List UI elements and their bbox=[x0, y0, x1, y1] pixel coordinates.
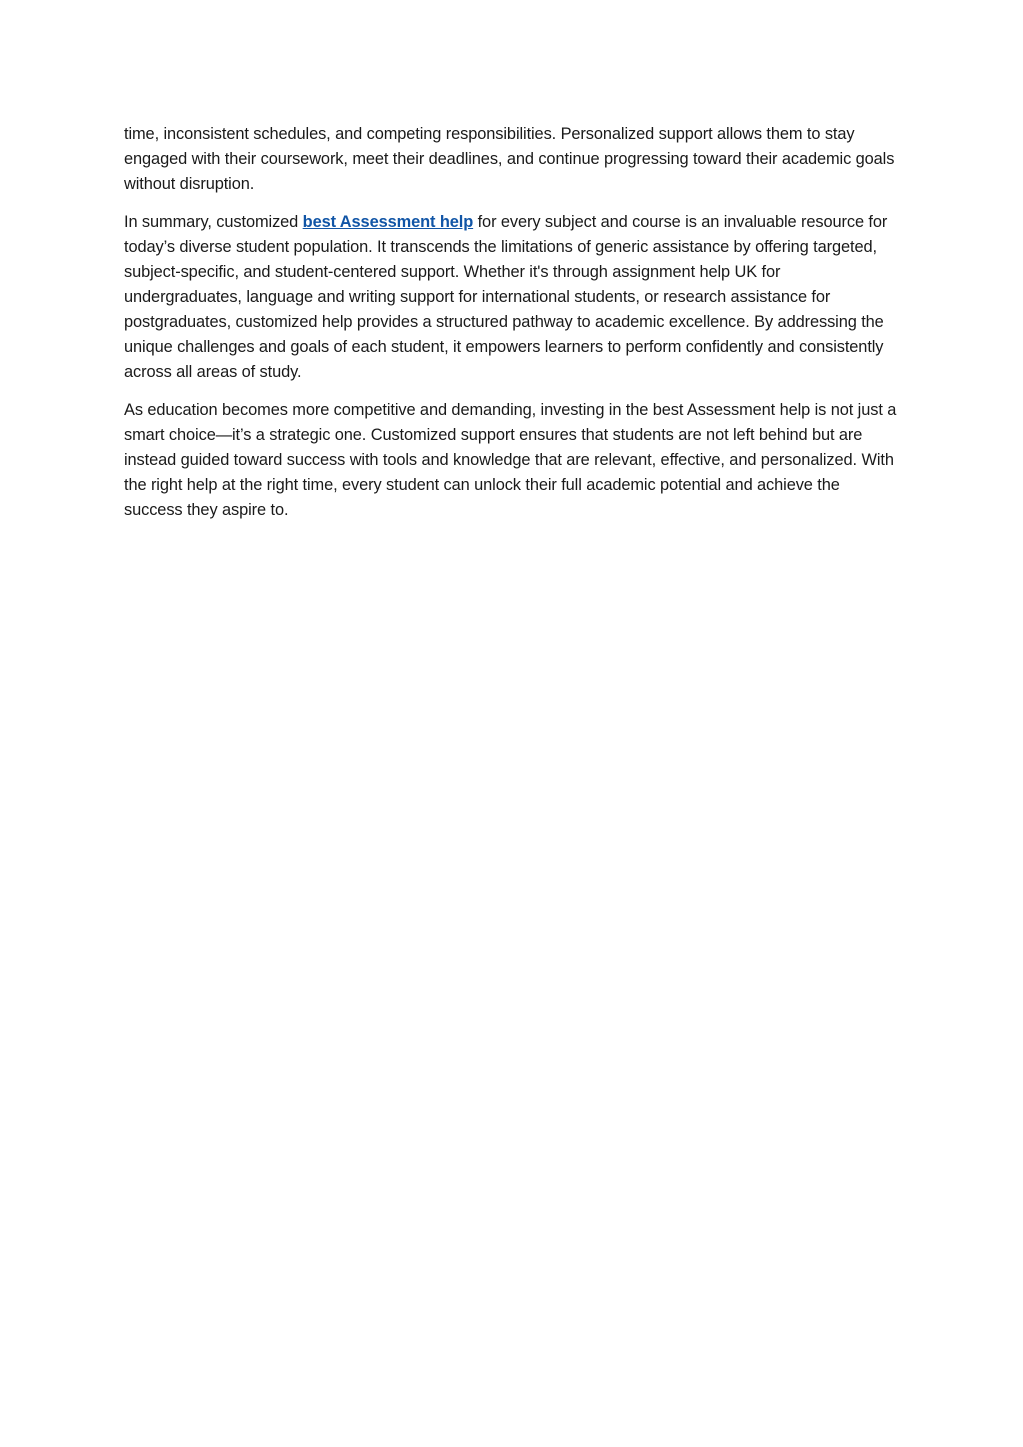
paragraph-2 bbox=[124, 210, 900, 385]
document-body bbox=[124, 122, 900, 536]
paragraph-3: As education becomes more competitive and demanding, investing in the best Assessment help is not just a smart choice—it’s a strategic one. Customized support ensures that students are not left behind but are instead guided toward success with tools and knowledge that are relevant, effective, and personalized. With the right help at the right time, every student can unlock their full academic potential and achieve the success they aspire to. bbox=[124, 401, 897, 519]
paragraph-2-intro: In summary, customized bbox=[124, 213, 303, 231]
paragraph-1: time, inconsistent schedules, and competing responsibilities. Personalized support allows them to stay engaged with their coursework, meet their deadlines, and continue progressing toward their academic goals without disruption. bbox=[124, 125, 895, 193]
best-assessment-help-link[interactable]: best Assessment help bbox=[302, 213, 474, 231]
paragraph-2-body: for every subject and course is an invaluable resource for today’s diverse student population. It transcends the limitations of generic assistance by offering targeted, subject-specific, and student-centered support. Whether it's through assignment help UK for undergraduates, language and writing support for international students, or research assistance for postgraduates, customized help provides a structured pathway to academic excellence. By addressing the unique challenges and goals of each student, it empowers learners to perform confidently and consistently across all areas of study. bbox=[124, 213, 888, 381]
